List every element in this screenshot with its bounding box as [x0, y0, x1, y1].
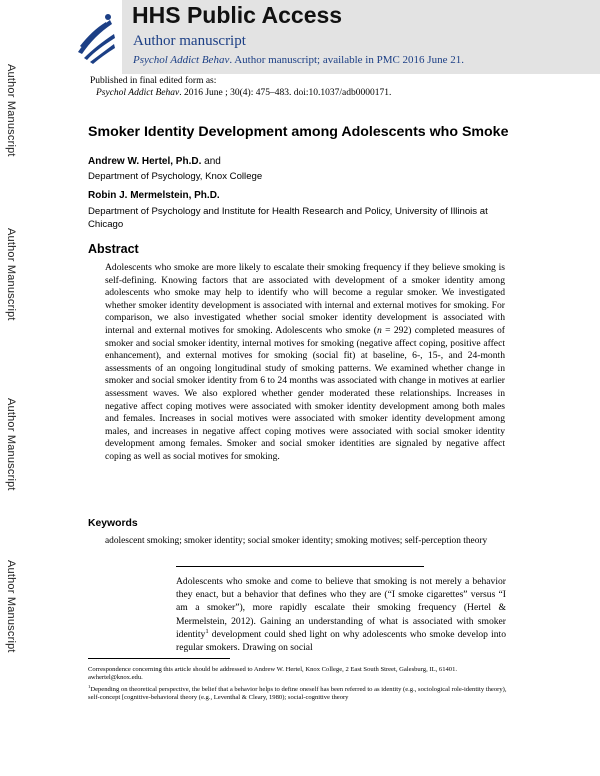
citation: Psychol Addict Behav. 2016 June ; 30(4): 475–483. doi:10.1037/adb0000171.: [96, 88, 392, 98]
body-paragraph: Adolescents who smoke and come to believe that smoking is not merely a behavior they enact, but a behavior that defines who they are (“I smoke cigarettes” versus “I am a smoker”), more rapidly escalate their smoking frequency (Hertel & Mermelstein, 2012). Gaining an understanding of what is associated with smoker identity$^1$ development could shed light on why adolescents who smoke develop into regular smokers. Drawing on social: [176, 576, 506, 654]
author-affiliation: Department of Psychology, Knox College: [88, 171, 263, 182]
hhs-eagle-icon: [68, 0, 122, 74]
side-label-author-manuscript: Author Manuscript: [5, 228, 17, 321]
divider: [176, 566, 424, 567]
author-name: Robin J. Mermelstein, Ph.D.: [88, 190, 220, 201]
side-label-author-manuscript: Author Manuscript: [5, 64, 17, 157]
correspondence-footnote: Correspondence concerning this article should be addressed to Andrew W. Hertel, Knox College, 2 East South Street, Galesburg, IL, 61401. awhertel@knox.edu.: [88, 666, 458, 682]
journal-availability: Psychol Addict Behav. Author manuscript; available in PMC 2016 June 21.: [133, 54, 464, 66]
keywords-text: adolescent smoking; smoker identity; social smoker identity; smoking motives; self-perception theory: [105, 536, 488, 546]
article-title: Smoker Identity Development among Adolescents who Smoke: [88, 124, 509, 140]
footnote-1: $^1$Depending on theoretical perspective, the belief that a behavior helps to define oneself has been referred to as identity (e.g., sociological role-identity theory), self-concept [cognitive-behavioral theory (e.g., Leventhal & Cleary, 1980); social-cognitive theory: [88, 683, 507, 702]
hhs-title: HHS Public Access: [132, 2, 343, 28]
side-label-author-manuscript: Author Manuscript: [5, 398, 17, 491]
published-in-label: Published in final edited form as:: [90, 76, 217, 86]
author-name: Andrew W. Hertel, Ph.D. and: [88, 156, 221, 167]
author-affiliation: Department of Psychology and Institute for Health Research and Policy, University of Illinois at Chicago: [88, 206, 488, 230]
abstract-heading: Abstract: [88, 242, 139, 256]
abstract-text: Adolescents who smoke are more likely to escalate their smoking frequency if they believe smoking is self-defining. Knowing factors that are associated with development of a smoker identity among adolescents who smoke may help to identify who will become a regular smoker. We investigated whether smoker identity development is associated with internal and external motives for smoking. For comparison, we also investigated whether social smoker identity development is associated with internal and external motives for smoking. Adolescents who smoke (n = 292) completed measures of smoker and social smoker identity, internal motives for smoking (negative affect coping, positive affect enhancement), and external motives for smoking (social fit) at baseline, 6-, 15-, and 24-month assessments of an ongoing longitudinal study of smoking patterns. We examined whether change in smoker and social smoker identity from 6 to 24 months was associated with change in motives at earlier assessment waves. We also explored whether gender moderated these relationships. Increases in negative affect coping motives were associated with smoker identity development among both males and females. Increases in social motives were associated with smoker identity development among males, and increases in negative affect coping motives were associated with social smoker identity development among females. Smoker and social smoker identities are signaled by negative affect coping as well as social motives for smoking.: [105, 262, 505, 462]
side-label-author-manuscript: Author Manuscript: [5, 560, 17, 653]
hhs-logo: [68, 0, 122, 74]
footnote-divider: [88, 658, 230, 659]
author-manuscript-label: Author manuscript: [133, 33, 246, 49]
keywords-heading: Keywords: [88, 518, 138, 529]
